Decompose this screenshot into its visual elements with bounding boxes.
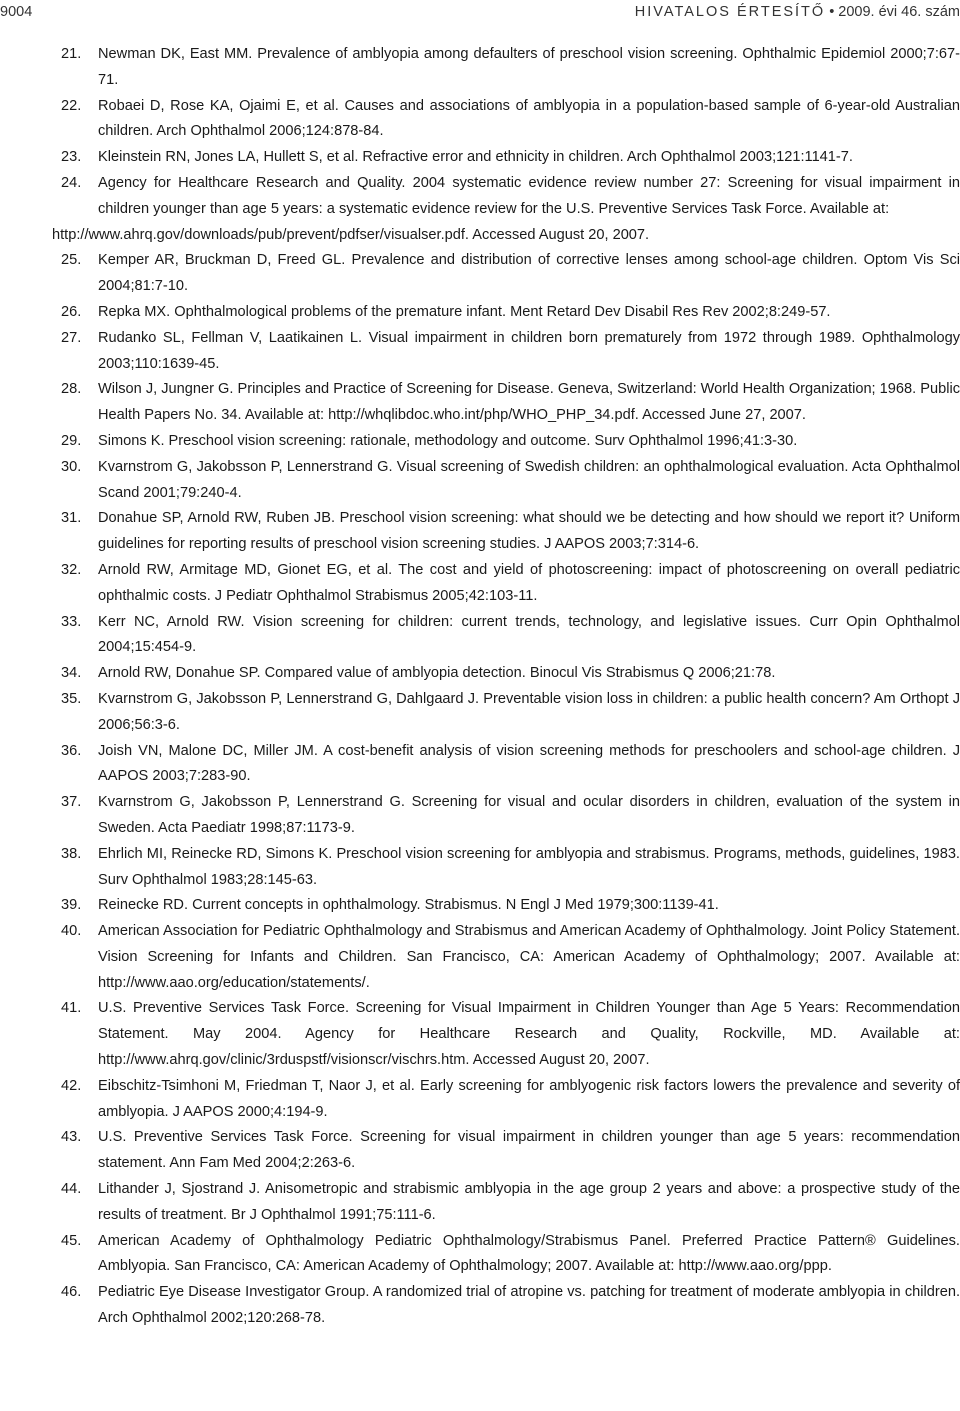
page-number: 9004 xyxy=(0,4,33,20)
reference-text: Reinecke RD. Current concepts in ophthalmology. Strabismus. N Engl J Med 1979;300:1139-41. xyxy=(98,897,719,914)
reference-item xyxy=(0,919,960,996)
reference-number: 29. xyxy=(61,432,82,449)
reference-item xyxy=(0,326,960,378)
reference-item xyxy=(0,1177,960,1229)
reference-number: 36. xyxy=(61,742,82,759)
reference-text: Pediatric Eye Disease Investigator Group. A randomized trial of atropine vs. patching for treatment of moderate amblyopia in children. Arch Ophthalmol 2002;120:268-78. xyxy=(98,1284,960,1327)
bullet-separator: • xyxy=(829,4,835,20)
reference-text: Newman DK, East MM. Prevalence of amblyopia among defaulters of preschool vision screening. Ophthalmic Epidemiol 2000;7:67-71. xyxy=(98,46,960,88)
reference-text: Donahue SP, Arnold RW, Ruben JB. Preschool vision screening: what should we be detecting and how should we report it? Uniform guidelines for reporting results of preschool vision screening studies. J AAPOS 2003;7:314-6. xyxy=(98,510,960,553)
page-header xyxy=(0,0,960,24)
reference-number: 35. xyxy=(61,690,82,707)
reference-item xyxy=(0,610,960,662)
reference-item xyxy=(0,171,960,223)
reference-number: 44. xyxy=(61,1181,82,1198)
reference-text: Ehrlich MI, Reinecke RD, Simons K. Preschool vision screening for amblyopia and strabismus. Programs, methods, guidelines, 1983. Surv Ophthalmol 1983;28:145-63. xyxy=(98,845,960,888)
reference-number: 33. xyxy=(61,613,82,630)
reference-item xyxy=(0,429,960,455)
reference-number: 25. xyxy=(61,252,82,269)
reference-list xyxy=(0,42,960,1332)
reference-item xyxy=(0,1074,960,1126)
reference-number: 27. xyxy=(61,329,82,346)
reference-item xyxy=(0,300,960,326)
reference-text: Kerr NC, Arnold RW. Vision screening for children: current trends, technology, and legislative issues. Curr Opin Ophthalmol 2004;15:454-9. xyxy=(98,613,960,656)
reference-item xyxy=(0,842,960,894)
reference-number: 38. xyxy=(61,845,82,862)
reference-item xyxy=(0,790,960,842)
reference-item xyxy=(0,893,960,919)
reference-item xyxy=(0,506,960,558)
reference-number: 24. xyxy=(61,174,82,191)
reference-number: 45. xyxy=(61,1232,82,1249)
publication-title: HIVATALOS ÉRTESÍTŐ xyxy=(634,4,826,20)
reference-number: 34. xyxy=(61,665,82,682)
reference-continuation: http://www.ahrq.gov/downloads/pub/prevent/pdfser/visualser.pdf. Accessed August 20, 2007. xyxy=(52,226,650,243)
reference-item xyxy=(0,42,960,94)
reference-item xyxy=(0,1229,960,1281)
reference-number: 30. xyxy=(61,458,82,475)
reference-number: 26. xyxy=(61,303,82,320)
reference-number: 21. xyxy=(61,46,82,62)
reference-number: 22. xyxy=(61,97,82,114)
issue-label: 2009. évi 46. szám xyxy=(838,4,960,20)
reference-item xyxy=(0,1125,960,1177)
reference-item xyxy=(0,661,960,687)
reference-text: Kvarnstrom G, Jakobsson P, Lennerstrand G. Screening for visual and ocular disorders in children, evaluation of the system in Sweden. Acta Paediatr 1998;87:1173-9. xyxy=(98,794,960,836)
reference-number: 39. xyxy=(61,897,82,914)
reference-text: Rudanko SL, Fellman V, Laatikainen L. Visual impairment in children born prematurely from 1972 through 1989. Ophthalmology 2003;110:1639-45. xyxy=(98,329,960,372)
reference-item xyxy=(0,558,960,610)
reference-text: Arnold RW, Donahue SP. Compared value of amblyopia detection. Binocul Vis Strabismus Q 2006;21:78. xyxy=(98,665,776,682)
reference-item xyxy=(0,145,960,171)
reference-item xyxy=(0,1280,960,1332)
reference-number: 37. xyxy=(61,794,82,811)
reference-text: Kvarnstrom G, Jakobsson P, Lennerstrand G, Dahlgaard J. Preventable vision loss in children: a public health concern? Am Orthopt J 2006;56:3-6. xyxy=(98,690,960,733)
publication-info xyxy=(635,0,960,24)
reference-number: 23. xyxy=(61,149,82,166)
reference-text: U.S. Preventive Services Task Force. Screening for visual impairment in children younger than age 5 years: recommendation statement. Ann Fam Med 2004;2:263-6. xyxy=(98,1129,960,1172)
reference-number: 40. xyxy=(61,923,82,940)
reference-text: Robaei D, Rose KA, Ojaimi E, et al. Causes and associations of amblyopia in a population-based sample of 6-year-old Australian children. Arch Ophthalmol 2006;124:878-84. xyxy=(98,97,960,140)
reference-text: Kvarnstrom G, Jakobsson P, Lennerstrand G. Visual screening of Swedish children: an ophthalmological evaluation. Acta Ophthalmol Scand 2001;79:240-4. xyxy=(98,458,960,501)
reference-item xyxy=(0,739,960,791)
reference-number: 31. xyxy=(61,510,82,527)
reference-number: 43. xyxy=(61,1129,82,1146)
reference-text: Wilson J, Jungner G. Principles and Practice of Screening for Disease. Geneva, Switzerland: World Health Organization; 1968. Public Health Papers No. 34. Available at: http://whqlibdoc.who.int/php/WHO_PHP_34.pdf. Accessed June 27, 2007. xyxy=(98,381,960,424)
reference-item xyxy=(0,94,960,146)
reference-text: Arnold RW, Armitage MD, Gionet EG, et al. The cost and yield of photoscreening: impact of photoscreening on overall pediatric ophthalmic costs. J Pediatr Ophthalmol Strabismus 2005;42:103-11. xyxy=(98,561,960,604)
reference-number: 42. xyxy=(61,1077,82,1094)
reference-number: 41. xyxy=(61,1000,82,1017)
reference-text: Kleinstein RN, Jones LA, Hullett S, et al. Refractive error and ethnicity in children. Arch Ophthalmol 2003;121:1141-7. xyxy=(98,149,853,166)
reference-text: Lithander J, Sjostrand J. Anisometropic and strabismic amblyopia in the age group 2 years and above: a prospective study of the results of treatment. Br J Ophthalmol 1991;75:111-6. xyxy=(98,1181,960,1223)
reference-text: U.S. Preventive Services Task Force. Screening for Visual Impairment in Children Younger than Age 5 Years: Recommendation Statement. May 2004. Agency for Healthcare Research and Quality, Rockville, MD. Available at: http://www.ahrq.gov/clinic/3rduspstf/visionscr/vischrs.htm. Accessed August 20, 2007. xyxy=(98,1000,960,1069)
reference-text: Repka MX. Ophthalmological problems of the premature infant. Ment Retard Dev Disabil Res Rev 2002;8:249-57. xyxy=(98,303,831,320)
reference-text: Simons K. Preschool vision screening: rationale, methodology and outcome. Surv Ophthalmol 1996;41:3-30. xyxy=(98,432,798,449)
reference-number: 46. xyxy=(61,1284,82,1301)
reference-text: Agency for Healthcare Research and Quality. 2004 systematic evidence review number 27: Screening for visual impairment in children younger than age 5 years: a systematic evidence review for the U.S. Preventive Services Task Force. Available at: xyxy=(98,174,960,217)
reference-item xyxy=(0,377,960,429)
reference-text: American Association for Pediatric Ophthalmology and Strabismus and American Academy of Ophthalmology. Joint Policy Statement. Vision Screening for Infants and Children. San Francisco, CA: American Academy of Ophthalmology; 2007. Available at: http://www.aao.org/education/statements/. xyxy=(98,923,960,991)
reference-text: Joish VN, Malone DC, Miller JM. A cost-benefit analysis of vision screening methods for preschoolers and school-age children. J AAPOS 2003;7:283-90. xyxy=(98,742,960,785)
reference-text: American Academy of Ophthalmology Pediatric Ophthalmology/Strabismus Panel. Preferred Practice Pattern® Guidelines. Amblyopia. San Francisco, CA: American Academy of Ophthalmology; 2007. Available at: http://www.aao.org/ppp. xyxy=(98,1232,960,1275)
reference-number: 28. xyxy=(61,381,82,398)
reference-item xyxy=(0,248,960,300)
reference-text: Eibschitz-Tsimhoni M, Friedman T, Naor J, et al. Early screening for amblyogenic risk factors lowers the prevalence and severity of amblyopia. J AAPOS 2000;4:194-9. xyxy=(98,1077,960,1120)
reference-item xyxy=(0,687,960,739)
reference-number: 32. xyxy=(61,561,82,578)
reference-item xyxy=(0,996,960,1073)
reference-item xyxy=(0,455,960,507)
reference-text: Kemper AR, Bruckman D, Freed GL. Prevalence and distribution of corrective lenses among school-age children. Optom Vis Sci 2004;81:7-10. xyxy=(98,252,960,295)
